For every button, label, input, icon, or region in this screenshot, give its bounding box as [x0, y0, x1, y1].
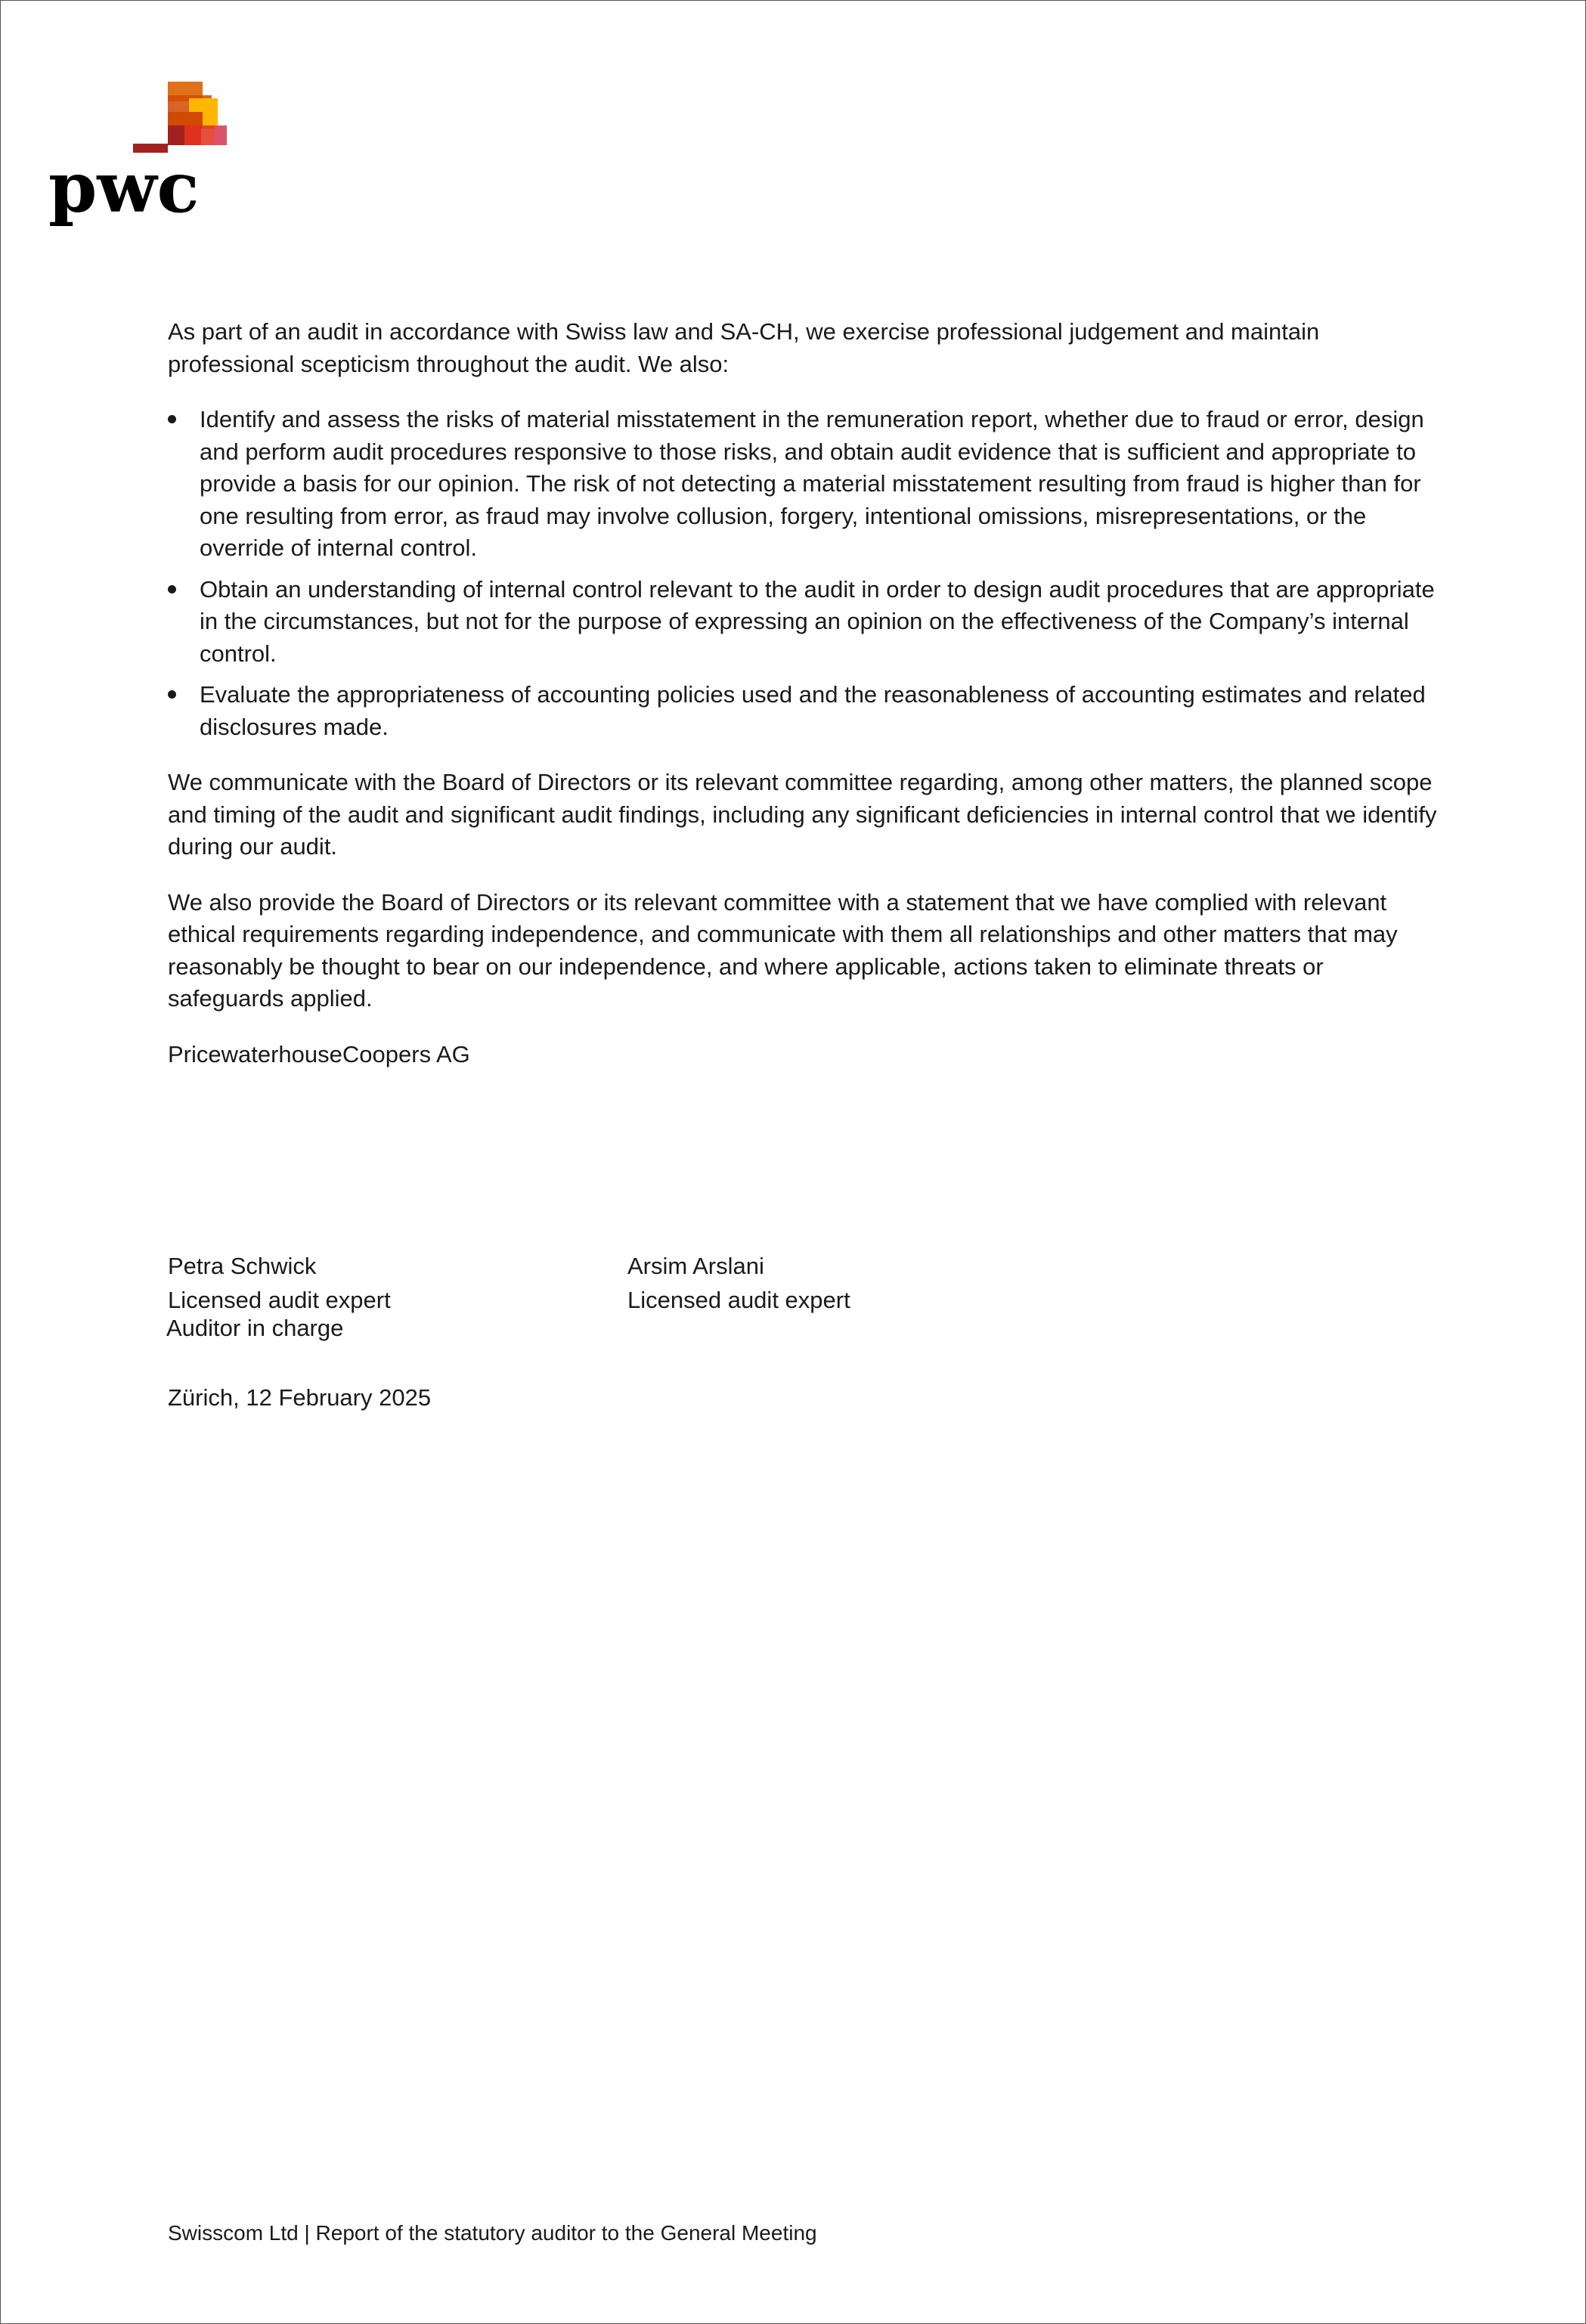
communication-paragraph: We communicate with the Board of Directors or its relevant committee regarding, among other matters, the planned scope and timing of the audit and significant audit findings, including any significant deficiencies in internal control that we identify during our audit.	[168, 769, 1437, 860]
procedures-list	[168, 404, 1438, 743]
place-date: Zürich, 12 February 2025	[168, 1384, 432, 1411]
bullet-icon	[168, 415, 176, 423]
list-item-text: Identify and assess the risks of material misstatement in the remuneration report, whether due to fraud or error, design and perform audit procedures responsive to those risks, and obtain audit evidence that is sufficient and appropriate to provide a basis for our opinion. The risk of not detecting a material misstatement resulting from fraud is higher than for one resulting from error, as fraud may involve collusion, forgery, intentional omissions, misrepresentations, or the override of internal control.	[200, 406, 1424, 561]
list-item	[168, 679, 1438, 743]
signatory-name: Arsim Arslani	[627, 1253, 764, 1279]
signatory-title: Licensed audit expert	[627, 1287, 850, 1313]
list-item	[168, 574, 1438, 671]
bullet-icon	[168, 585, 176, 593]
signatory-right	[627, 1249, 850, 1317]
intro-paragraph: As part of an audit in accordance with Swiss law and SA-CH, we exercise professional judgement and maintain professional scepticism throughout the audit. We also:	[168, 318, 1320, 377]
list-item-text: Obtain an understanding of internal control relevant to the audit in order to design audit procedures that are appropriate in the circumstances, but not for the purpose of expressing an opinion on the effectiveness of the Company’s internal control.	[200, 575, 1435, 667]
page-footer: Swisscom Ltd | Report of the statutory auditor to the General Meeting	[168, 2221, 817, 2245]
signatory-left	[168, 1249, 391, 1345]
logo-wordmark: pwc	[48, 147, 200, 228]
logo-block	[215, 125, 227, 145]
signatory-role: Auditor in charge	[166, 1315, 344, 1341]
firm-name: PricewaterhouseCoopers AG	[168, 1040, 470, 1067]
bullet-icon	[168, 690, 176, 699]
pwc-logo	[48, 79, 245, 230]
list-item-text: Evaluate the appropriateness of accounting policies used and the reasonableness of accounting estimates and related disclosures made.	[200, 681, 1426, 740]
signatory-name: Petra Schwick	[168, 1253, 317, 1279]
report-body	[168, 316, 1438, 1071]
independence-paragraph: We also provide the Board of Directors or its relevant committee with a statement that we have complied with relevant ethical requirements regarding independence, and communicate with them all relationships and other matters that may reasonably be thought to bear on our independence, and where applicable, actions taken to eliminate threats or safeguards applied.	[168, 888, 1398, 1012]
list-item	[168, 404, 1438, 565]
logo-block	[168, 125, 184, 145]
signatory-title: Licensed audit expert	[168, 1287, 391, 1313]
